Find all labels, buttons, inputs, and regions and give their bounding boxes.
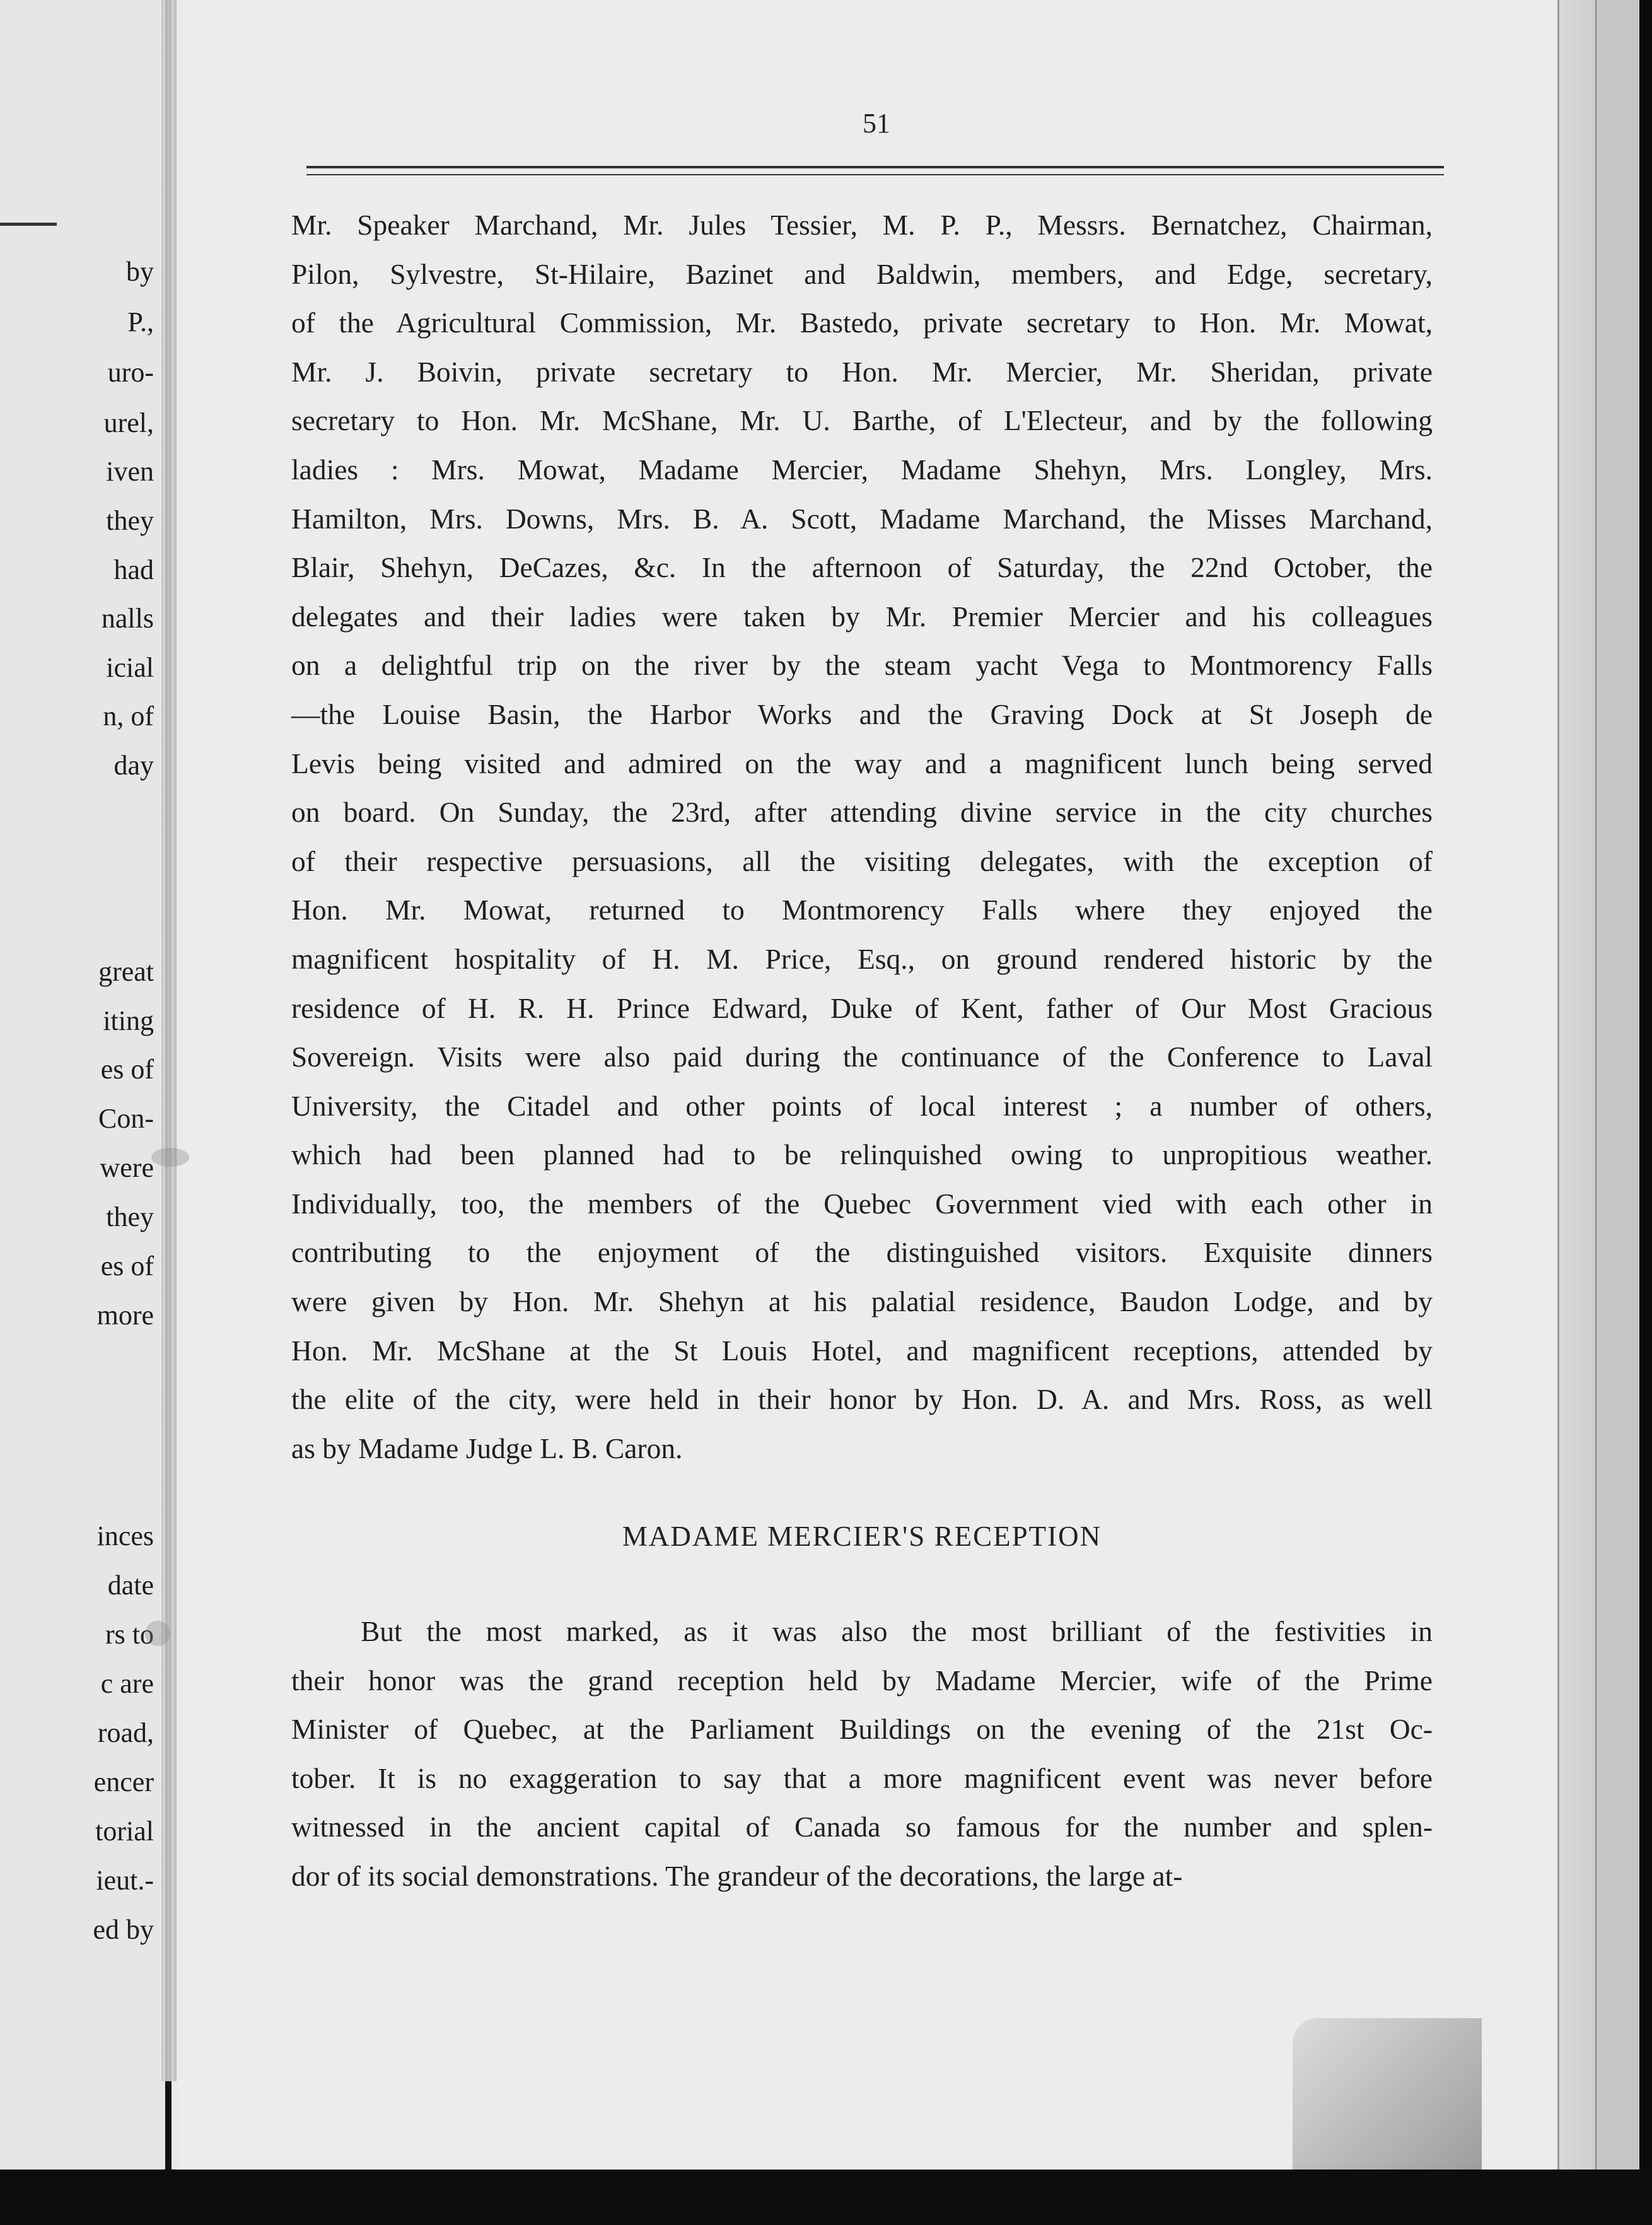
text-line: of the Agricultural Commission, Mr. Bastedo, private secretary to Hon. Mr. Mowat, <box>291 307 1433 339</box>
facing-page-fragment: c are <box>100 1668 154 1699</box>
header-rule <box>306 166 1444 168</box>
text-line: ladies : Mrs. Mowat, Madame Mercier, Madame Shehyn, Mrs. Longley, Mrs. <box>291 453 1433 486</box>
facing-page-fragment: encer <box>93 1767 154 1797</box>
facing-page-fragment: had <box>113 554 154 585</box>
facing-page-fragment: uro- <box>107 357 154 388</box>
facing-page-fragment: n, of <box>103 701 154 732</box>
facing-page-fragment: torial <box>95 1816 154 1847</box>
facing-page-fragment: rs to <box>105 1619 154 1650</box>
facing-page-fragment: Con- <box>98 1103 154 1134</box>
text-line: Pilon, Sylvestre, St-Hilaire, Bazinet and Baldwin, members, and Edge, secretary, <box>291 257 1433 290</box>
text-line: their honor was the grand reception held by Madame Mercier, wife of the Prime <box>291 1664 1433 1696</box>
text-line: secretary to Hon. Mr. McShane, Mr. U. Barthe, of L'Electeur, and by the following <box>291 404 1433 437</box>
text-line: on board. On Sunday, the 23rd, after attending divine service in the city churches <box>291 796 1433 829</box>
facing-page-fragment: nalls <box>101 603 154 634</box>
facing-page-fragment: icial <box>106 652 154 683</box>
text-line: Mr. Speaker Marchand, Mr. Jules Tessier, M. P. P., Messrs. Bernatchez, Chairman, <box>291 209 1433 241</box>
text-line: magnificent hospitality of H. M. Price, Esq., on ground rendered historic by the <box>291 942 1433 975</box>
text-line: Individually, too, the members of the Quebec Government vied with each other in <box>291 1187 1433 1220</box>
facing-page-fragment: were <box>100 1152 154 1183</box>
text-line: dor of its social demonstrations. The grandeur of the decorations, the large at- <box>291 1859 1183 1892</box>
text-line: were given by Hon. Mr. Shehyn at his palatial residence, Baudon Lodge, and by <box>291 1285 1433 1318</box>
text-line: of their respective persuasions, all the visiting delegates, with the exception of <box>291 844 1433 877</box>
facing-page-fragment: es of <box>100 1054 154 1085</box>
section-heading: MADAME MERCIER'S RECEPTION <box>622 1521 1102 1552</box>
facing-page-fragment: iting <box>103 1005 154 1036</box>
text-line: Blair, Shehyn, DeCazes, &c. In the afternoon of Saturday, the 22nd October, the <box>291 551 1433 584</box>
text-line: But the most marked, as it was also the most brilliant of the festivities in <box>361 1615 1433 1647</box>
body-paragraph <box>291 1607 1433 1901</box>
facing-page-fragment: date <box>107 1570 154 1601</box>
body-paragraph <box>291 201 1433 1473</box>
text-line: Levis being visited and admired on the way and a magnificent lunch being served <box>291 747 1433 780</box>
scan-border-bottom <box>0 2170 1652 2225</box>
text-line: tober. It is no exaggeration to say that a more magnificent event was never before <box>291 1761 1433 1794</box>
page-corner-curl <box>1293 2018 1482 2170</box>
scan-smudge <box>151 1148 189 1167</box>
page-edge-inner <box>1595 0 1641 2225</box>
facing-page-fragment: great <box>98 956 154 987</box>
text-line: Mr. J. Boivin, private secretary to Hon. Mr. Mercier, Mr. Sheridan, private <box>291 355 1433 388</box>
facing-page-fragment: es of <box>100 1251 154 1282</box>
scan-smudge <box>145 1621 170 1646</box>
facing-page-fragment: ieut.- <box>96 1865 154 1896</box>
facing-page-fragment: they <box>106 505 154 536</box>
facing-page-fragment: road, <box>97 1717 154 1748</box>
facing-page-fragment: by <box>126 256 154 287</box>
header-rule-thin <box>306 174 1444 175</box>
text-line: Sovereign. Visits were also paid during the continuance of the Conference to Laval <box>291 1041 1433 1073</box>
facing-page-fragment: inces <box>96 1521 154 1551</box>
text-line: Hon. Mr. Mowat, returned to Montmorency Falls where they enjoyed the <box>291 894 1433 926</box>
facing-page-strip <box>0 0 172 2225</box>
text-line: Hamilton, Mrs. Downs, Mrs. B. A. Scott, Madame Marchand, the Misses Marchand, <box>291 502 1433 535</box>
facing-page-fragment: more <box>96 1300 154 1331</box>
facing-page-fragment: urel, <box>103 407 154 438</box>
text-line: Hon. Mr. McShane at the St Louis Hotel, and magnificent receptions, attended by <box>291 1334 1433 1367</box>
facing-page-fragment: day <box>113 750 154 781</box>
facing-page-fragment: P., <box>127 307 154 337</box>
text-line: witnessed in the ancient capital of Canada so famous for the number and splen- <box>291 1811 1433 1843</box>
facing-page-fragment: ed by <box>93 1914 154 1945</box>
text-line: on a delightful trip on the river by the steam yacht Vega to Montmorency Falls <box>291 649 1433 682</box>
text-line: —the Louise Basin, the Harbor Works and the Graving Dock at St Joseph de <box>291 698 1433 730</box>
text-line: as by Madame Judge L. B. Caron. <box>291 1432 683 1464</box>
text-line: Minister of Quebec, at the Parliament Buildings on the evening of the 21st Oc- <box>291 1713 1433 1746</box>
facing-page-rule <box>0 223 57 226</box>
text-line: which had been planned had to be relinquished owing to unpropitious weather. <box>291 1138 1433 1171</box>
facing-page-fragment: iven <box>106 456 154 487</box>
page-number: 51 <box>863 108 890 139</box>
binding-gutter <box>161 0 177 2081</box>
text-line: University, the Citadel and other points of local interest ; a number of others, <box>291 1089 1433 1122</box>
text-line: residence of H. R. H. Prince Edward, Duke of Kent, father of Our Most Gracious <box>291 991 1433 1024</box>
text-line: the elite of the city, were held in their honor by Hon. D. A. and Mrs. Ross, as well <box>291 1383 1433 1416</box>
scan-border <box>1639 0 1652 2225</box>
facing-page-fragment: they <box>106 1201 154 1232</box>
text-line: contributing to the enjoyment of the distinguished visitors. Exquisite dinners <box>291 1236 1433 1269</box>
text-line: delegates and their ladies were taken by Mr. Premier Mercier and his colleagues <box>291 600 1433 633</box>
